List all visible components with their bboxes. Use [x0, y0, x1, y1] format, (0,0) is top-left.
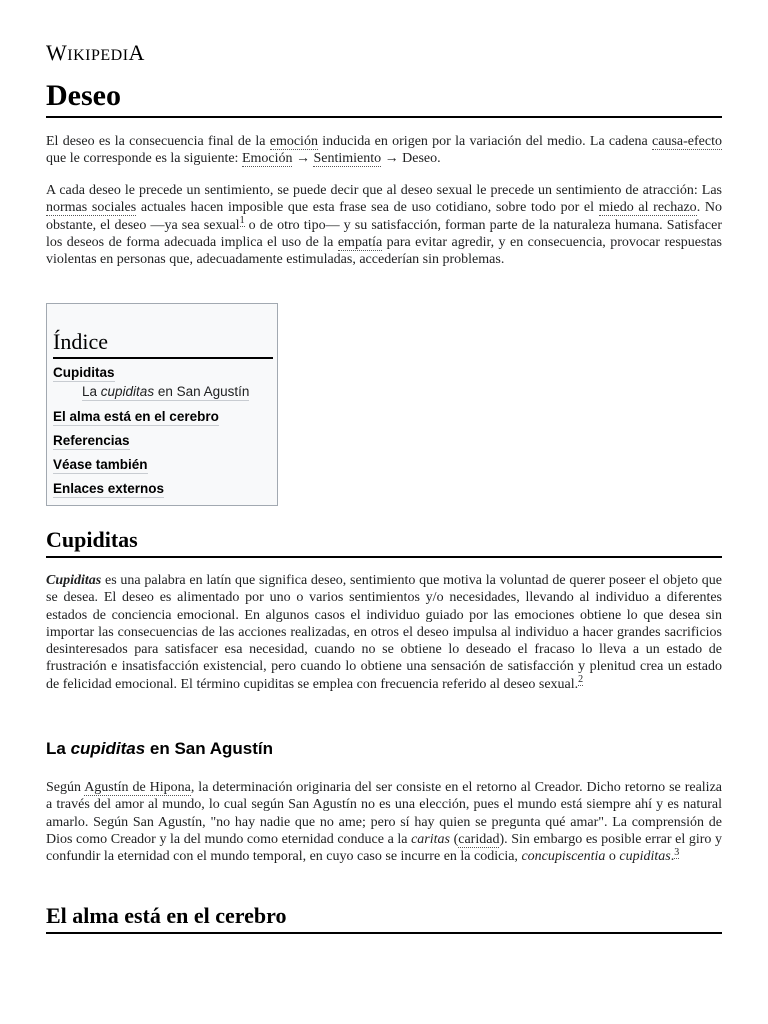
text: La	[46, 739, 71, 758]
text: A cada deseo le precede un sentimiento, se puede decir que al deseo sexual le precede un sentimiento de atracción: Las	[46, 183, 722, 198]
link-causa-efecto[interactable]: causa-efecto	[652, 134, 722, 149]
wordmark-smallcaps: IKIPEDI	[67, 47, 129, 64]
cupiditas-paragraph	[46, 572, 722, 693]
text: → Deseo.	[381, 151, 441, 167]
text: La	[82, 384, 101, 399]
link-empatia[interactable]: empatía	[337, 234, 383, 250]
arrow: →	[292, 151, 314, 167]
link-miedo-al-rechazo[interactable]: miedo al rechazo	[598, 200, 697, 216]
wordmark-letter: W	[46, 40, 68, 65]
text: Según	[46, 780, 85, 795]
san-agustin-paragraph	[46, 779, 722, 865]
text: . No obstante, el deseo —ya sea sexual	[46, 200, 722, 233]
text: actuales hacen imposible que esta frase sea de uso cotidiano, sobre todo por el	[136, 200, 599, 216]
text: en San Agustín	[154, 384, 250, 399]
text-italic: cupiditas	[100, 384, 155, 399]
toc-item-referencias[interactable]: Referencias	[53, 433, 130, 448]
reference-3[interactable]: 3	[674, 846, 680, 858]
text: o	[605, 849, 620, 865]
link-emocion[interactable]: emoción	[269, 134, 318, 149]
text-italic: cupiditas	[70, 739, 146, 758]
text: para evitar agredir, y en consecuencia, provocar respuestas violentas en personas que, adecuadamente estimuladas, accederían sin problemas.	[46, 234, 723, 268]
text: o de otro tipo— y su satisfacción, forman parte de la naturaleza humana. Satisfacer los deseos de forma adecuada implica el uso de la	[46, 217, 722, 250]
text-italic: caritas	[411, 831, 450, 847]
link-caridad[interactable]: caridad	[458, 831, 500, 847]
link-sentimiento[interactable]: Sentimiento	[313, 151, 382, 167]
text: El deseo es la consecuencia final de la	[46, 134, 270, 149]
text-italic: concupiscentia	[521, 849, 606, 865]
toc-item-vease-tambien[interactable]: Véase también	[53, 457, 148, 472]
wikipedia-wordmark[interactable]	[46, 40, 145, 66]
wordmark-letter: A	[128, 40, 145, 65]
reference-2[interactable]: 2	[578, 674, 584, 686]
toc-title: Índice	[53, 329, 273, 359]
text: .	[670, 849, 675, 865]
text: en San Agustín	[145, 739, 274, 758]
text-italic: cupiditas	[619, 849, 671, 865]
intro-paragraph-1	[46, 133, 722, 168]
section-heading-alma: El alma está en el cerebro	[46, 903, 722, 934]
toc-item-cupiditas[interactable]: Cupiditas	[53, 365, 115, 380]
text: ). Sin embargo es posible errar el giro y confundir la eternidad con el mundo temporal, en cuyo caso se incurre en la codicia,	[46, 831, 722, 865]
term-cupiditas: Cupiditas	[46, 573, 102, 588]
toc-item-cupiditas-san-agustin[interactable]	[82, 384, 249, 401]
subsection-heading-san-agustin	[46, 739, 273, 759]
text: , la determinación originaria del ser consiste en el retorno al Creador. Dicho retorno se realiza a través del amor al mundo, lo cual según San Agustín no es una elección, pues el mundo está siempre ahí y es natural amarlo. Según San Agustín, "no hay nadie que no ame; pero sí hay quien se pregunta qué amar". La comprensión de Dios como Creador y la del mundo como eternidad conduce a la	[46, 780, 723, 847]
intro-paragraph-2	[46, 182, 722, 268]
link-agustin-de-hipona[interactable]: Agustín de Hipona	[84, 780, 191, 795]
toc-item-alma[interactable]: El alma está en el cerebro	[53, 409, 219, 424]
reference-1[interactable]: 1	[239, 214, 245, 226]
text: es una palabra en latín que significa deseo, sentimiento que motiva la voluntad de querer poseer el objeto que se desea. El deseo es alimentado por uno o varios sentimientos y/o necesidades, llevando al individuo a diferentes estados de conciencia emocional. En algunos casos el individuo guiado por las emociones obtiene lo que desea sin importar las consecuencias de las acciones realizadas, en otros el deseo impulsa al individuo a hacer grandes sacrificios desinteresados para satisfacer esa necesidad, cuando no se obtiene lo deseado el fracaso lo lleva a un estado de frustración e insatisfacción existencial, pero cuando lo obtiene una sensación de satisfacción y plenitud crea un estado de felicidad emocional. El término cupiditas se emplea con frecuencia referido al deseo sexual.	[46, 573, 722, 692]
table-of-contents	[46, 303, 278, 506]
toc-item-enlaces-externos[interactable]: Enlaces externos	[53, 481, 165, 496]
section-heading-cupiditas: Cupiditas	[46, 527, 722, 558]
text: que le corresponde es la siguiente:	[46, 151, 242, 167]
link-normas-sociales[interactable]: normas sociales	[46, 200, 137, 216]
link-emocion-chain[interactable]: Emoción	[241, 151, 293, 167]
page-title: Deseo	[46, 78, 722, 118]
text: inducida en origen por la variación del medio. La cadena	[317, 134, 653, 149]
text: (	[449, 831, 459, 847]
